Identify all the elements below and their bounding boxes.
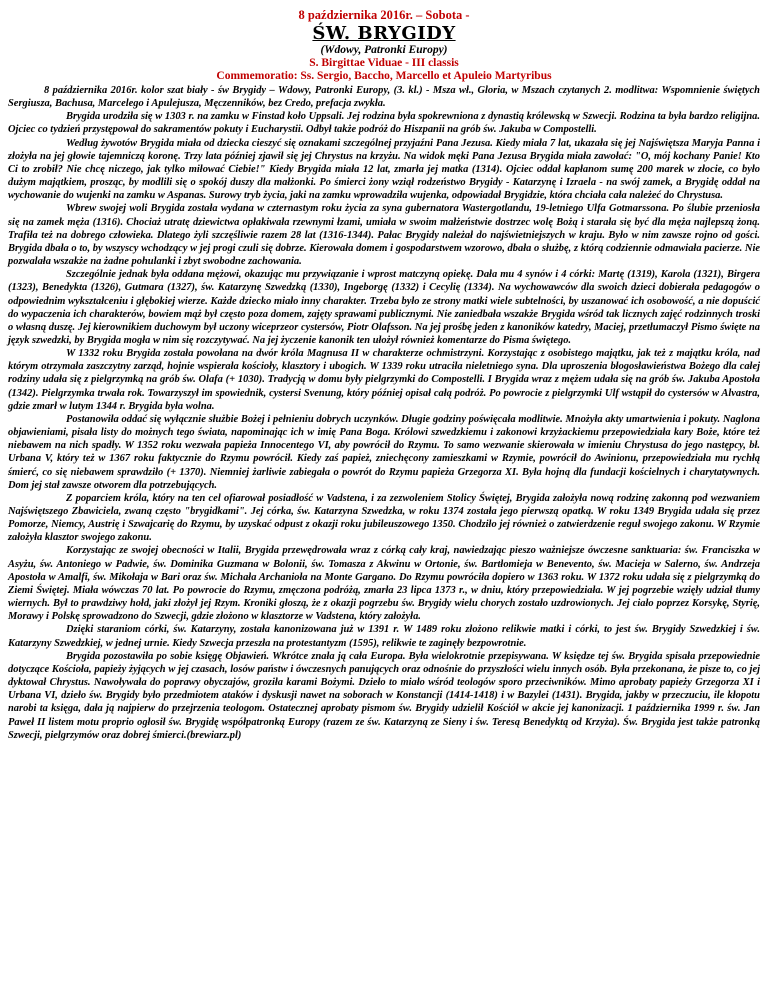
subtitle: (Wdowy, Patronki Europy) (320, 44, 448, 56)
paragraph: Z poparciem króla, który na ten cel ofiarował posiadłość w Vadstena, i za zezwoleniem Stolicy Świętej, Brygida założyła nową rodzinę zakonną pod wezwaniem Najświętszego Zbawiciela, zwaną często "brygidkami". Jej córka, św. Katarzyna Szwedzka, w roku 1374 została jego pierwszą opatką. W roku 1349 Brygida udała się przez Pomorze, Niemcy, Austrię i Szwajcarię do Rzymu, by uzyskać odpust z okazji roku jubileuszowego 1350. Chodziło jej również o zatwierdzenie reguł swojego zakonu. W Rzymie założyła klasztor swojego zakonu. (8, 492, 760, 544)
paragraph: Według żywotów Brygida miała od dziecka cieszyć się oznakami szczególnej przyjaźni Pana Jezusa. Kiedy miała 7 lat, ukazała się jej Najświętsza Maryja Panna i złożyła na jej głowie tajemniczą koronę. Trzy lata później zjawił się jej Chrystus na krzyżu. Na widok męki Pana Jezusa Brygida miała zawołać: "O, mój kochany Panie! Kto Ci to zrobił? Nie chcę niczego, jak tylko miłować Ciebie!" Kiedy Brygida miała 12 lat, zmarła jej matka (1314). Ojciec oddał kapłanom sumę 200 marek w złocie, co było dużym majątkiem, prosząc, by modlili się o spokój duszy dla małżonki. Po śmierci żony wziął rodzeństwo Brygidy - Katarzynę i Izraela - na swój zamek, a Brygidę oddał na wychowanie do wujenki na zamku w Aspanas. Surowy tryb życia, jaki na zamku wprowadziła wujenka, odpowiadał Brygidzie, która chciała cała należeć do Chrystusa. (8, 137, 760, 202)
document-header (8, 8, 760, 83)
paragraph: Brygida urodziła się w 1303 r. na zamku w Finstad koło Uppsali. Jej rodzina była spokrewniona z dynastią królewską w Szwecji. Rodzina ta była bardzo religijna. Ojciec co tydzień przystępował do sakramentów pokuty i Eucharystii. Odbył także podróż do Hiszpanii na grób św. Jakuba w Compostelli. (8, 111, 760, 136)
latin-name: S. Birgittae Viduae - III classis (309, 57, 459, 69)
paragraph: W 1332 roku Brygida została powołana na dwór króla Magnusa II w charakterze ochmistrzyni. Korzystając z osobistego majątku, jak też z majątku króla, nad którym otrzymała zaszczytny zarząd, hojnie wspierała kościoły, klasztory i ubogich. W 1339 roku utraciła nieletniego syna. Dla uproszenia błogosławieństwa Bożego dla całej rodziny udała się z pielgrzymką na grób św. Olafa (+ 1030). Tradycją w domu były pielgrzymki do Compostelli. I Brygida wraz z mężem udała się na grób św. Jakuba Apostoła (1342). Pielgrzymka trwała rok. Towarzyszył im spowiednik, cystersi Svenung, który później opisał całą podróż. Po powrocie z pielgrzymki Ulf wstąpił do cystersów w Alvastra, gdzie zmarł w lutym 1344 r. Brygida była wolna. (8, 348, 760, 412)
commemoratio: Commemoratio: Ss. Sergio, Baccho, Marcello et Apuleio Martyribus (216, 70, 552, 82)
date-line: 8 października 2016r. – Sobota - (298, 8, 470, 22)
paragraph: Dzięki staraniom córki, św. Katarzyny, została kanonizowana już w 1391 r. W 1489 roku złożono relikwie matki i córki, to jest św. Brygidy Szwedzkiej i św. Katarzyny Szwedzkiej, w jednej urnie. Kiedy Szwecja przeszła na protestantyzm (1595), relikwie te zaginęły bezpowrotnie. (8, 624, 760, 649)
paragraph: Brygida pozostawiła po sobie księgę Objawień. Wkrótce znała ją cała Europa. Była wielokrotnie przepisywana. W księdze tej św. Brygida spisała przepowiednie dotyczące Kościoła, papieży żyjących w jej czasach, losów państw i ówczesnych panujących oraz odnośnie do przyszłości wielu innych osób. Była przekonana, że pisze to, co jej dyktował Chrystus. Nawoływała do poprawy obyczajów, groziła karami Bożymi. Dzieło to miało wśród teologów sporo przeciwników. Mimo aprobaty papieży Grzegorza XI i Urbana VI, dzieło św. Brygidy było przedmiotem ataków i dyskusji nawet na soborach w Konstancji (1414-1418) i w Bazylei (1431). Brygida, jakby w przeczuciu, ile kłopotu narobi ta księga, dała ją najpierw do przejrzenia teologom. Ostatecznej aprobaty pismom św. Brygidy udzielił Kościół w akcie jej kanonizacji. 1 października 1999 r. św. Jan Paweł II listem motu proprio ogłosił św. Brygidę współpatronką Europy (razem ze św. Katarzyną ze Sieny i św. Teresą Benedyktą od Krzyża). Św. Brygida jest także patronką Szwecji, pielgrzymów oraz dobrej śmierci.(brewiarz.pl) (8, 650, 760, 741)
page-title: ŚW. BRYGIDY (312, 23, 456, 44)
paragraph-liturgy: 8 października 2016r. kolor szat biały - św Brygidy – Wdowy, Patronki Europy, (3. kl.) - Msza wł., Gloria, w Mszach czytanych 2. modlitwa: Wspomnienie świętych Sergiusza, Bachusa, Marcelego i Apulejusza, Męczenników, bez Credo, prefacja zwykła. (8, 85, 760, 110)
paragraph: Wbrew swojej woli Brygida została wydana w czternastym roku życia za syna gubernatora Wastergotlandu, 19-letniego Ulfa Gotmarssona. Po ślubie przeniosła się na zamek męża (1316). Chociaż utratę dziewictwa opłakiwała rzewnymi łzami, umiała w swoim małżeństwie dostrzec wolę Bożą i starała się być dla męża najlepszą żoną. Trafiła też na dobrego człowieka. Dlatego żyli szczęśliwie razem 28 lat (1316-1344). Pałac Brygidy należał do najświetniejszych w kraju. Było w nim zawsze rojno od gości. Brygida dbała o to, by wszyscy wchodzący w jej progi czuli się dobrze. Kierowała domem i gospodarstwem wzorowo, dbała o służbę, z którą codziennie odmawiała pacierze. Nie pozwalała wszakże na żadne pohulanki i zbyt swobodne zachowania. (8, 203, 760, 268)
document-body (8, 84, 760, 742)
paragraph: Korzystając ze swojej obecności w Italii, Brygida przewędrowała wraz z córką cały kraj, nawiedzając pieszo ważniejsze ówczesne sanktuaria: św. Franciszka w Asyżu, św. Antoniego w Padwie, św. Dominika Guzmana w Bolonii, św. Tomasza z Akwinu w Ortonie, św. Bartłomieja w Benevento, św. Macieja w Salerno, św. Andrzeja Apostoła w Amalfi, św. Mikołaja w Bari oraz św. Michała Archanioła na Monte Gargano. Do Rzymu powróciła dopiero w 1363 roku. W 1372 roku udała się z pielgrzymką do Ziemi Świętej. Miała wówczas 70 lat. Po powrocie do Rzymu, zmęczona podróżą, zmarła 23 lipca 1373 r., w dniu, który przepowiedziała. W jej pogrzebie wzięły udział tłumy wiernych. Był to prawdziwy hołd, jaki złożył jej Rzym. Kroniki głoszą, że z okazji pogrzebu św. Brygidy wielu chorych zostało uzdrowionych. Jej ciało poprzez Korsykę, Styrię, Morawy i Polskę sprowadzono do Szwecji, gdzie złożono w klasztorze w Vadstena, który założyła. (8, 545, 760, 623)
paragraph: Szczególnie jednak była oddana mężowi, okazując mu przywiązanie i wprost matczyną opiekę. Dała mu 4 synów i 4 córki: Martę (1319), Karola (1321), Birgera (1323), Benedykta (1326), Gutmara (1327), św. Katarzynę Szwedzką (1330), Ingeborgę (1332) i Cecylię (1334). Na wychowawców dla swoich dzieci dobierała pedagogów o odpowiednim wykształceniu i głębokiej wierze. Każde dziecko miało inny charakter. Trzeba było ze strony matki wiele subtelności, by uszanować ich osobowość, a nie dopuścić do wypaczenia ich charakterów, bowiem mąż był często poza domem, zajęty sprawami publicznymi. Nie zaniedbała wszakże Brygida wśród tak licznych zajęć rodzinnych troski o własną duszę. Jej kierownikiem duchowym był uczony wiceprzeor cystersów, Piotr Olafsson. Na jej prośbę jeden z kanoników katedry, Maciej, przetłumaczył Pismo święte na język szwedzki, by Brygida mogła w nim się rozczytywać. Na jej życzenie kanonik ten ułożył również komentarze do Pisma świętego. (8, 269, 760, 346)
paragraph: Postanowiła oddać się wyłącznie służbie Bożej i pełnieniu dobrych uczynków. Długie godziny poświęcała modlitwie. Mnożyła akty umartwienia i pokuty. Naglona objawieniami, pisała listy do możnych tego świata, napominając ich w imię Pana Boga. Królowi szwedzkiemu i zakonowi krzyżackiemu przepowiedziała kary Boże, które też niebawem na nich spadły. W 1352 roku wezwała papieża Innocentego VI, aby powrócił do Rzymu. To samo wezwanie skierowała w imieniu Chrystusa do jego następcy, bł. Urbana V, który też w 1367 roku faktycznie do Rzymu powrócił. Kiedy zaś papież, zniechęcony zamieszkami w Rzymie, powrócił do Awinionu, przepowiedziała mu rychłą śmierć, co się niebawem sprawdziło (+ 1370). Niemniej żarliwie zabiegała o powrót do Rzymu papieża Grzegorza XI. Była hojną dla fundacji kościelnych i charytatywnych. Dom jej stał zawsze otworem dla potrzebujących. (8, 413, 760, 491)
